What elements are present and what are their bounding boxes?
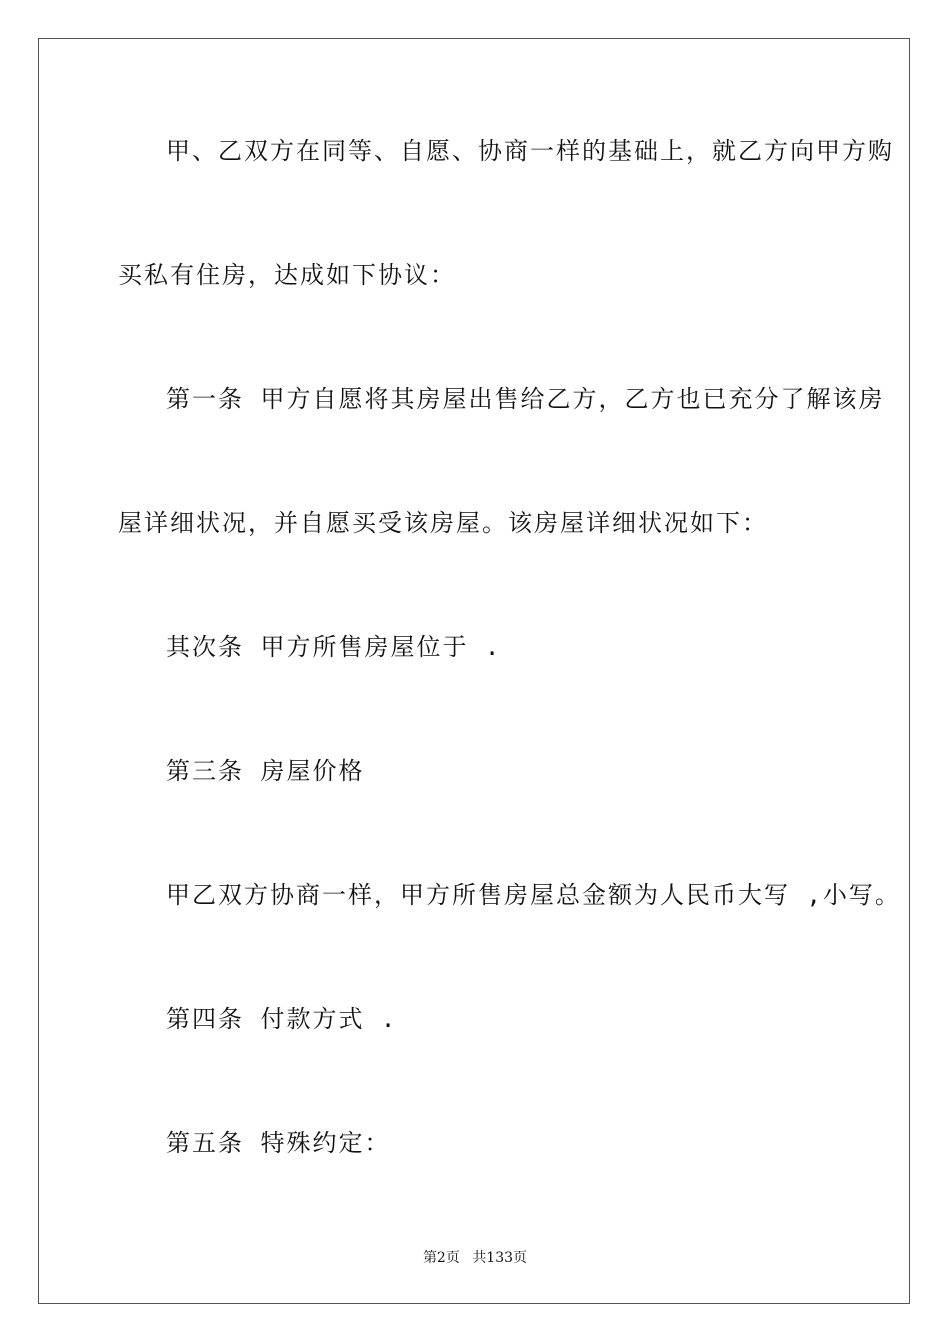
- page-total: 共133页: [472, 1250, 528, 1266]
- article-5-line: 第五条 特殊约定：: [166, 1129, 391, 1157]
- paragraph-line: 买私有住房，达成如下协议：: [118, 261, 456, 289]
- paragraph-line: 甲、乙双方在同等、自愿、协商一样的基础上，就乙方向甲方购: [166, 137, 894, 165]
- article-3-line: 第三条 房屋价格: [166, 757, 365, 785]
- paragraph-line: 屋详细状况，并自愿买受该房屋。该房屋详细状况如下：: [118, 509, 768, 537]
- article-4-line: 第四条 付款方式 .: [166, 1005, 398, 1033]
- article-2-line: 其次条 甲方所售房屋位于 .: [166, 633, 502, 661]
- page-border: [38, 38, 910, 1304]
- page-footer: [0, 1247, 950, 1267]
- article-1-line: 第一条 甲方自愿将其房屋出售给乙方，乙方也已充分了解该房: [166, 385, 885, 413]
- page-number: 第2页: [422, 1250, 460, 1266]
- paragraph-line: 甲乙双方协商一样，甲方所售房屋总金额为人民币大写 ,小写。: [166, 881, 901, 909]
